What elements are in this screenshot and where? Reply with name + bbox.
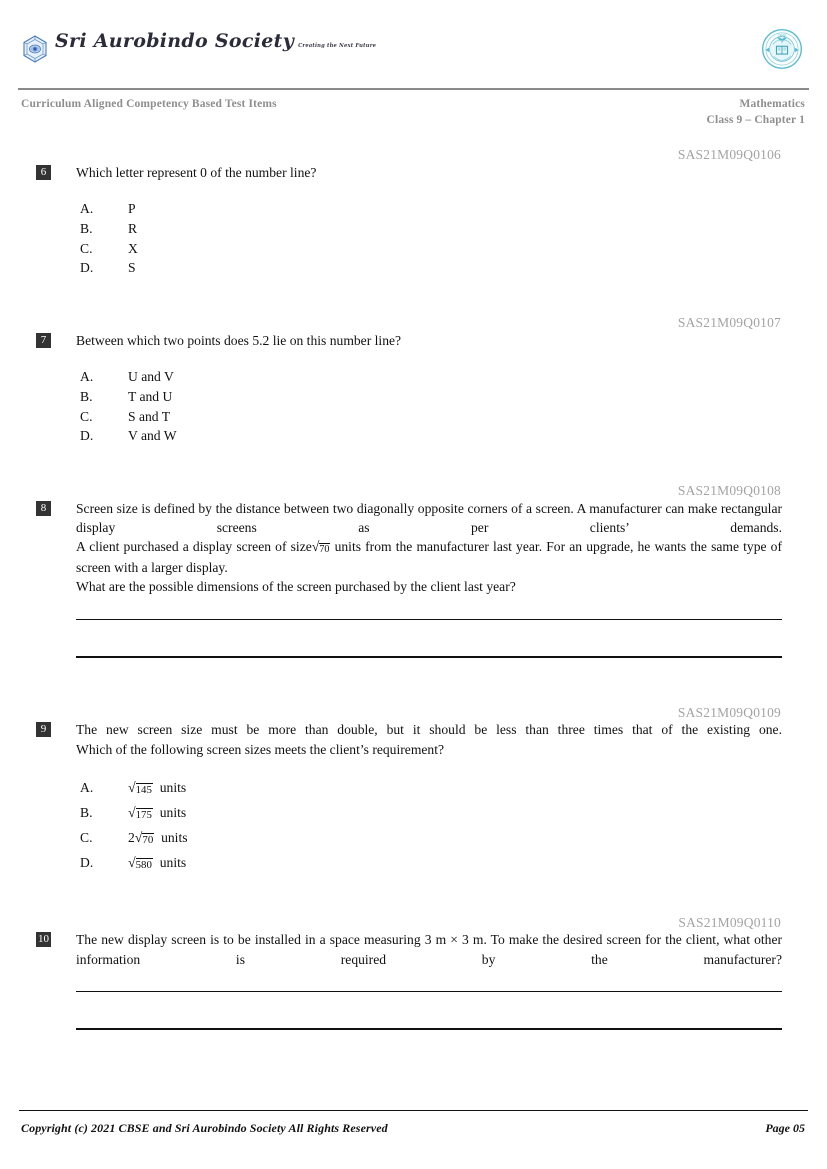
copyright-text: Copyright (c) 2021 CBSE and Sri Aurobindo Society All Rights Reserved: [21, 1121, 388, 1135]
option-value: [128, 851, 186, 876]
option-c[interactable]: [80, 826, 782, 851]
option-b[interactable]: [80, 801, 782, 826]
header-subject-block: [707, 96, 805, 129]
page-masthead: [0, 26, 827, 88]
option-value: [128, 801, 186, 826]
question-number-badge: 7: [36, 333, 51, 348]
option-c[interactable]: [80, 407, 782, 427]
radicand: 145: [135, 784, 152, 797]
question-number-badge: 9: [36, 722, 51, 737]
option-value: V and W: [128, 428, 177, 444]
question-line: Between which two points does 5.2 lie on this number line?: [76, 332, 402, 348]
sas-org-name: Sri Aurobindo Society: [55, 30, 295, 52]
answer-line[interactable]: [76, 991, 782, 993]
radical-sign: √: [134, 830, 143, 846]
question-line: Which of the following screen sizes meets the client’s requirement?: [76, 741, 445, 757]
radicand: 580: [135, 858, 152, 871]
page-number: Page 05: [765, 1121, 805, 1135]
radical-sign: √: [128, 805, 136, 821]
coefficient: 2: [128, 829, 135, 845]
option-a[interactable]: [80, 367, 782, 387]
spacer: [0, 446, 827, 484]
option-label: D.: [80, 428, 94, 444]
answer-lines-q10: [0, 991, 827, 1030]
option-value: [128, 826, 188, 851]
radicand: 70: [319, 544, 330, 556]
question-number-badge: 8: [36, 501, 51, 516]
paragraph-2-before: A client purchased a display screen of size: [76, 539, 312, 555]
question-block-9: [0, 720, 827, 875]
unit-label: units: [161, 829, 188, 845]
header-divider: [18, 88, 809, 90]
option-label: A.: [80, 369, 94, 385]
option-value: P: [128, 201, 136, 217]
question-number-badge: 6: [36, 165, 51, 180]
unit-label: units: [159, 854, 187, 870]
option-a[interactable]: [80, 199, 782, 219]
sqrt-expression: [128, 776, 153, 801]
question-paragraph-1: Screen size is defined by the distance between two diagonally opposite corners of a screen. A manufacturer can make rectangular display screens as per clients’ demands.: [76, 500, 782, 536]
radical-sign: √: [311, 540, 320, 556]
answer-lines-q8: [0, 619, 827, 658]
question-number-badge: 10: [38, 933, 49, 946]
option-b[interactable]: [80, 219, 782, 239]
radical-sign: √: [128, 855, 136, 871]
unit-label: units: [159, 780, 187, 796]
question-line: The new display screen is to be installed in a space measuring 3 m × 3 m. To make the desired screen for the client, what other information is required by the manufacturer?: [76, 932, 782, 967]
option-label: C.: [80, 408, 93, 424]
sqrt-expression: [128, 801, 153, 826]
option-value: S: [128, 260, 136, 276]
spacer: [0, 278, 827, 316]
question-id: SAS21M09Q0106: [677, 147, 781, 162]
option-label: C.: [80, 829, 93, 845]
answer-line[interactable]: [76, 1028, 782, 1030]
sas-wordmark: [55, 32, 382, 52]
question-block-8: [0, 499, 827, 597]
question-block-6: [0, 163, 827, 278]
svg-text:CBSE: CBSE: [777, 34, 787, 39]
cbse-logo: [759, 26, 805, 72]
sri-aurobindo-society-logo: [20, 32, 382, 64]
options-list: [76, 367, 782, 446]
sqrt-expression: [128, 826, 154, 851]
spacer: [0, 876, 827, 916]
option-value: T and U: [128, 388, 173, 404]
question-paragraph-3: What are the possible dimensions of the screen purchased by the client last year?: [76, 579, 516, 595]
sqrt-expression: [128, 851, 153, 876]
question-line: The new screen size must be more than double, but it should be less than three times that of the existing one.: [76, 722, 782, 738]
footer-divider: [19, 1110, 808, 1112]
header-class-chapter: Class 9 – Chapter 1: [706, 114, 805, 127]
option-label: B.: [80, 388, 93, 404]
option-label: A.: [80, 780, 94, 796]
option-value: S and T: [128, 408, 171, 424]
question-id: SAS21M09Q0109: [677, 704, 781, 720]
question-text: [76, 930, 782, 969]
option-label: B.: [80, 804, 93, 820]
question-line: Which letter represent 0 of the number line?: [76, 164, 317, 180]
option-c[interactable]: [80, 239, 782, 259]
option-d[interactable]: [80, 258, 782, 278]
option-b[interactable]: [80, 387, 782, 407]
question-id: SAS21M09Q0108: [677, 482, 781, 498]
question-paragraph-2: [76, 537, 782, 577]
question-text: [76, 720, 782, 759]
question-text: [76, 163, 782, 182]
radicand: 70: [142, 833, 154, 846]
radicand: 175: [135, 808, 152, 821]
unit-label: units: [159, 804, 187, 820]
option-value: R: [128, 220, 138, 236]
radical-sign: √: [128, 781, 136, 797]
question-text: [76, 499, 782, 597]
question-id: SAS21M09Q0110: [678, 914, 781, 930]
sas-tagline: Creating the Next Future: [298, 43, 377, 49]
page-footer: [0, 1121, 827, 1141]
questions-container: [0, 148, 827, 1030]
option-a[interactable]: [80, 776, 782, 801]
header-series-title: Curriculum Aligned Competency Based Test Items: [21, 98, 277, 110]
option-label: A.: [80, 201, 94, 217]
answer-line[interactable]: [76, 619, 782, 621]
option-label: C.: [80, 240, 93, 256]
option-label: D.: [80, 260, 94, 276]
option-d[interactable]: [80, 851, 782, 876]
question-id: SAS21M09Q0107: [677, 314, 781, 330]
paragraph-2-after: units from the manufacturer last year. For an upgrade, he wants the same type of screen with a larger display.: [76, 539, 782, 576]
question-block-10: [0, 930, 827, 969]
option-value: X: [128, 240, 138, 256]
option-value: U and V: [128, 369, 174, 385]
header-meta: [0, 96, 827, 136]
option-label: D.: [80, 854, 94, 870]
option-d[interactable]: [80, 426, 782, 446]
options-list: [76, 776, 782, 875]
sqrt-expression: [312, 537, 331, 558]
question-text: [76, 331, 782, 350]
header-subject: Mathematics: [739, 98, 805, 110]
question-block-7: [0, 331, 827, 446]
option-value: [128, 776, 186, 801]
options-list: [76, 199, 782, 278]
option-label: B.: [80, 220, 93, 236]
lotus-emblem-icon: [20, 34, 50, 64]
spacer: [0, 658, 827, 706]
